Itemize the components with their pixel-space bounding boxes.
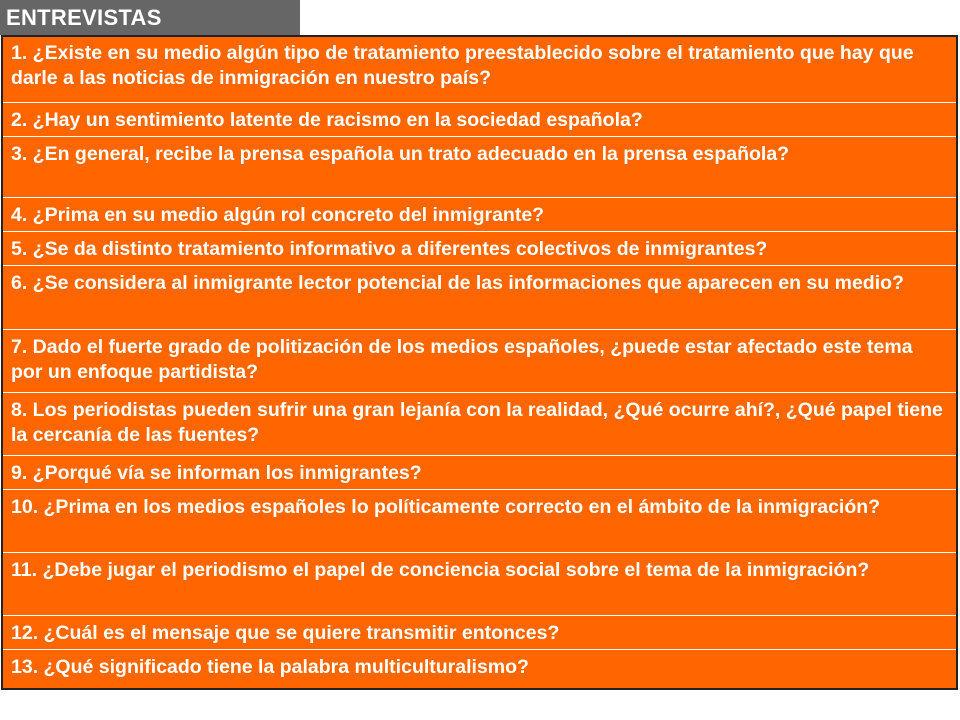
question-item-8: 8. Los periodistas pueden sufrir una gran lejanía con la realidad, ¿Qué ocurre ahí?, ¿Qué papel tiene la cercanía de las fuentes? (3, 393, 956, 456)
page-title: ENTREVISTAS (0, 0, 300, 35)
question-item-3: 3. ¿En general, recibe la prensa española un trato adecuado en la prensa española? (3, 137, 956, 198)
question-item-1: 1. ¿Existe en su medio algún tipo de tratamiento preestablecido sobre el tratamiento que hay que darle a las noticias de inmigración en nuestro país? (3, 37, 956, 103)
question-item-4: 4. ¿Prima en su medio algún rol concreto del inmigrante? (3, 198, 956, 232)
questions-list (1, 35, 958, 690)
question-item-12: 12. ¿Cuál es el mensaje que se quiere transmitir entonces? (3, 616, 956, 650)
question-item-13: 13. ¿Qué significado tiene la palabra multiculturalismo? (11, 656, 529, 678)
question-item-10: 10. ¿Prima en los medios españoles lo políticamente correcto en el ámbito de la inmigración? (3, 490, 956, 553)
question-item-7: 7. Dado el fuerte grado de politización de los medios españoles, ¿puede estar afectado este tema por un enfoque partidista? (3, 330, 956, 393)
question-item-6: 6. ¿Se considera al inmigrante lector potencial de las informaciones que aparecen en su medio? (3, 266, 956, 330)
question-item-11: 11. ¿Debe jugar el periodismo el papel de conciencia social sobre el tema de la inmigración? (3, 553, 956, 616)
question-item-5: 5. ¿Se da distinto tratamiento informativo a diferentes colectivos de inmigrantes? (3, 232, 956, 266)
question-item-2: 2. ¿Hay un sentimiento latente de racismo en la sociedad española? (3, 103, 956, 137)
question-item-9: 9. ¿Porqué vía se informan los inmigrantes? (3, 456, 956, 490)
